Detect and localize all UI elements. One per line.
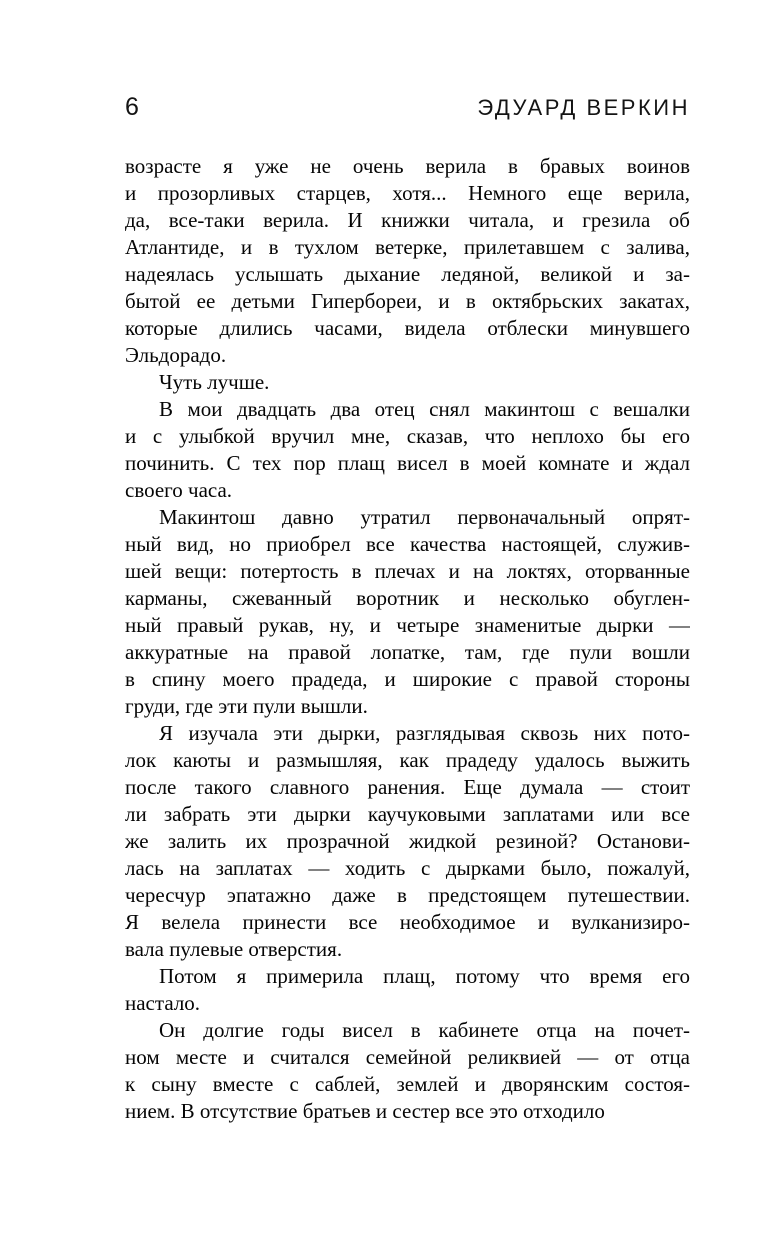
page-body xyxy=(125,153,690,1125)
text-line: В мои двадцать два отец снял макинтош с вешалки xyxy=(159,397,690,421)
text-line: вала пулевые отверстия. xyxy=(125,937,343,961)
text-line: шей вещи: потертость в плечах и на локтях, оторванные xyxy=(125,559,690,583)
text-line: возрасте я уже не очень верила в бравых воинов xyxy=(125,154,690,178)
text-line: же залить их прозрачной жидкой резиной? Останови- xyxy=(125,829,690,853)
text-line: своего часа. xyxy=(125,478,233,502)
paragraph xyxy=(125,369,690,396)
text-line: Эльдорадо. xyxy=(125,343,227,367)
paragraph xyxy=(125,963,690,1017)
text-line: ном месте и считался семейной реликвией — от отца xyxy=(125,1045,690,1069)
text-line: и прозорливых старцев, хотя... Немного еще верила, xyxy=(125,181,690,205)
paragraph xyxy=(125,720,690,963)
text-line: ли забрать эти дырки каучуковыми заплатами или все xyxy=(125,802,690,826)
text-line: после такого славного ранения. Еще думала — стоит xyxy=(125,775,690,799)
text-line: настало. xyxy=(125,991,201,1015)
text-line: Я изучала эти дырки, разглядывая сквозь них пото- xyxy=(159,721,690,745)
running-header xyxy=(125,93,690,122)
paragraph xyxy=(125,1017,690,1125)
text-line: карманы, сжеванный воротник и несколько обуглен- xyxy=(125,586,690,610)
text-line: Он долгие годы висел в кабинете отца на почет- xyxy=(159,1018,690,1042)
text-line: груди, где эти пули вышли. xyxy=(125,694,368,718)
text-line: Атлантиде, и в тухлом ветерке, прилетавшем с залива, xyxy=(125,235,690,259)
page-number: 6 xyxy=(125,93,140,121)
paragraph xyxy=(125,504,690,720)
text-line: аккуратные на правой лопатке, там, где пули вошли xyxy=(125,640,690,664)
text-line: которые длились часами, видела отблески минувшего xyxy=(125,316,690,340)
text-line: Чуть лучше. xyxy=(159,370,270,394)
running-head-author: ЭДУАРД ВЕРКИН xyxy=(477,95,690,120)
text-line: лок каюты и размышляя, как прадеду удалось выжить xyxy=(125,748,690,772)
text-line: бытой ее детьми Гипербореи, и в октябрьских закатах, xyxy=(125,289,690,313)
text-line: нием. В отсутствие братьев и сестер все это отходило xyxy=(125,1099,605,1123)
text-line: ный правый рукав, ну, и четыре знаменитые дырки — xyxy=(125,613,690,637)
text-line: к сыну вместе с саблей, землей и дворянским состоя- xyxy=(125,1072,690,1096)
paragraph xyxy=(125,396,690,504)
text-line: ный вид, но приобрел все качества настоящей, служив- xyxy=(125,532,690,556)
text-line: чересчур эпатажно даже в предстоящем путешествии. xyxy=(125,883,690,907)
text-line: в спину моего прадеда, и широкие с правой стороны xyxy=(125,667,690,691)
paragraph xyxy=(125,153,690,369)
text-line: починить. С тех пор плащ висел в моей комнате и ждал xyxy=(125,451,690,475)
text-line: и с улыбкой вручил мне, сказав, что неплохо бы его xyxy=(125,424,690,448)
text-line: Потом я примерила плащ, потому что время его xyxy=(159,964,690,988)
text-line: надеялась услышать дыхание ледяной, великой и за- xyxy=(125,262,690,286)
text-line: Макинтош давно утратил первоначальный опрят- xyxy=(159,505,690,529)
text-line: Я велела принести все необходимое и вулканизиро- xyxy=(125,910,690,934)
text-line: да, все-таки верила. И книжки читала, и грезила об xyxy=(125,208,690,232)
text-line: лась на заплатах — ходить с дырками было, пожалуй, xyxy=(125,856,690,880)
